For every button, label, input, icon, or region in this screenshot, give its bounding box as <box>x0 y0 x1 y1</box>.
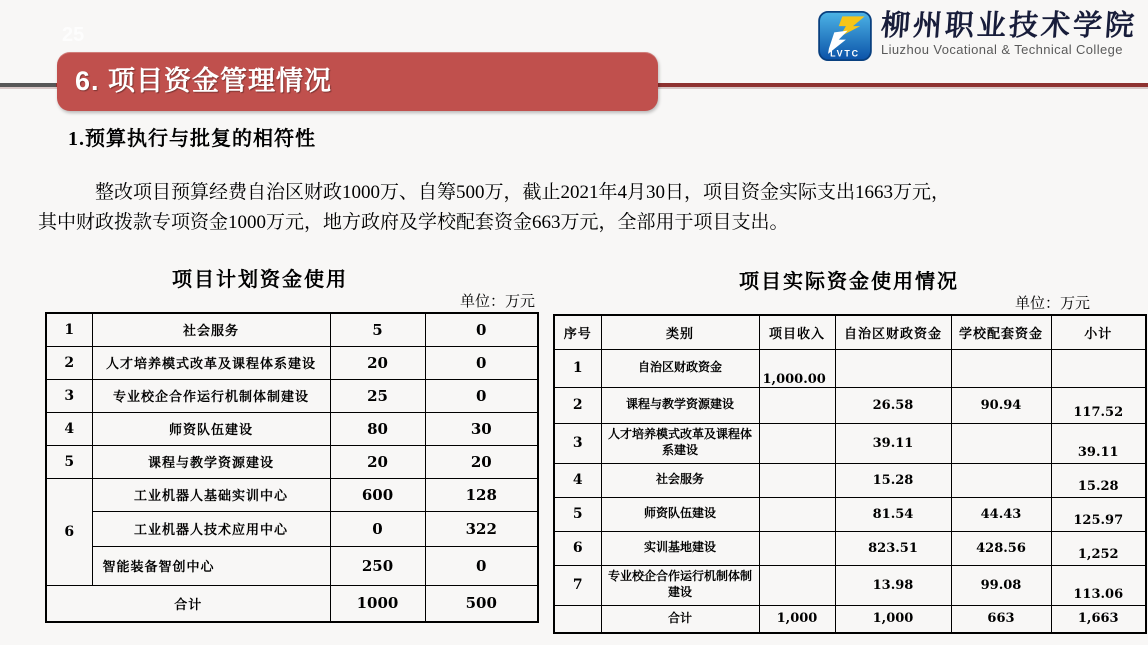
value-cell: 90.94 <box>951 387 1051 423</box>
row-number-cell: 5 <box>554 497 601 531</box>
table-row <box>554 497 1146 531</box>
value-cell: 128 <box>425 478 538 511</box>
value-cell: 0 <box>425 379 538 412</box>
value-cell: 113.06 <box>1051 565 1146 605</box>
value-cell: 81.54 <box>835 497 951 531</box>
value-cell: 1,252 <box>1051 531 1146 565</box>
row-number-cell: 1 <box>554 349 601 387</box>
category-cell: 专业校企合作运行机制体制建设 <box>601 565 759 605</box>
section-heading: 1.预算执行与批复的相符性 <box>68 128 316 150</box>
header-cell: 项目收入 <box>759 315 835 349</box>
value-cell: 322 <box>425 511 538 546</box>
value-cell: 44.43 <box>951 497 1051 531</box>
value-cell <box>951 349 1051 387</box>
value-cell: 663 <box>951 605 1051 633</box>
value-cell: 1000 <box>330 585 425 622</box>
total-row <box>554 605 1146 633</box>
value-cell: 1,663 <box>1051 605 1146 633</box>
category-cell: 社会服务 <box>601 463 759 497</box>
banner-title: 6. 项目资金管理情况 <box>75 66 333 96</box>
value-cell <box>759 531 835 565</box>
plan-table-unit: 单位：万元 <box>459 294 535 310</box>
value-cell: 39.11 <box>835 423 951 463</box>
row-number-cell: 2 <box>554 387 601 423</box>
actual-table-title: 项目实际资金使用情况 <box>739 271 959 293</box>
table-row <box>554 349 1146 387</box>
value-cell: 80 <box>330 412 425 445</box>
value-cell: 125.97 <box>1051 497 1146 531</box>
value-cell <box>835 349 951 387</box>
value-cell: 428.56 <box>951 531 1051 565</box>
value-cell: 0 <box>425 313 538 346</box>
section-banner <box>57 52 658 111</box>
college-logo <box>818 11 1137 61</box>
row-number-cell: 3 <box>554 423 601 463</box>
category-cell: 智能装备智创中心 <box>92 546 330 585</box>
row-number-cell: 6 <box>46 478 92 585</box>
category-cell: 工业机器人技术应用中心 <box>92 511 330 546</box>
page-number: 25 <box>62 24 85 46</box>
value-cell <box>1051 349 1146 387</box>
value-cell: 39.11 <box>1051 423 1146 463</box>
table-row <box>554 387 1146 423</box>
plan-table <box>45 312 539 623</box>
value-cell: 30 <box>425 412 538 445</box>
total-row <box>46 585 538 622</box>
value-cell: 99.08 <box>951 565 1051 605</box>
value-cell: 15.28 <box>835 463 951 497</box>
value-cell <box>951 463 1051 497</box>
table-row <box>554 565 1146 605</box>
college-name-en: Liuzhou Vocational & Technical College <box>881 42 1123 57</box>
row-number-cell: 2 <box>46 346 92 379</box>
table-row <box>554 423 1146 463</box>
row-number-cell: 5 <box>46 445 92 478</box>
value-cell <box>759 423 835 463</box>
category-cell: 课程与教学资源建设 <box>92 445 330 478</box>
value-cell <box>759 387 835 423</box>
row-number-cell: 6 <box>554 531 601 565</box>
table-row <box>46 511 538 546</box>
value-cell: 500 <box>425 585 538 622</box>
value-cell: 20 <box>425 445 538 478</box>
value-cell: 600 <box>330 478 425 511</box>
row-number-cell: 1 <box>46 313 92 346</box>
value-cell <box>759 497 835 531</box>
value-cell: 823.51 <box>835 531 951 565</box>
value-cell: 1,000 <box>759 605 835 633</box>
table-row <box>46 478 538 511</box>
value-cell: 26.58 <box>835 387 951 423</box>
row-number-cell: 3 <box>46 379 92 412</box>
plan-table-title: 项目计划资金使用 <box>172 269 348 291</box>
value-cell: 15.28 <box>1051 463 1146 497</box>
summary-paragraph <box>38 178 1146 238</box>
table-row <box>46 313 538 346</box>
row-number-cell: 4 <box>554 463 601 497</box>
table-row <box>554 531 1146 565</box>
value-cell: 1,000 <box>835 605 951 633</box>
value-cell: 0 <box>330 511 425 546</box>
value-cell: 5 <box>330 313 425 346</box>
logo-badge <box>818 11 872 61</box>
header-cell: 小计 <box>1051 315 1146 349</box>
row-number-cell: 4 <box>46 412 92 445</box>
category-cell: 师资队伍建设 <box>92 412 330 445</box>
total-label-cell: 合计 <box>46 585 330 622</box>
table-row <box>46 546 538 585</box>
category-cell: 人才培养模式改革及课程体系建设 <box>601 423 759 463</box>
category-cell: 社会服务 <box>92 313 330 346</box>
category-cell: 人才培养模式改革及课程体系建设 <box>92 346 330 379</box>
table-row <box>46 445 538 478</box>
logo-names <box>881 11 1137 57</box>
value-cell: 20 <box>330 346 425 379</box>
value-cell: 250 <box>330 546 425 585</box>
header-row <box>554 315 1146 349</box>
category-cell: 专业校企合作运行机制体制建设 <box>92 379 330 412</box>
header-cell: 自治区财政资金 <box>835 315 951 349</box>
category-cell: 课程与教学资源建设 <box>601 387 759 423</box>
row-number-cell: 7 <box>554 565 601 605</box>
value-cell: 117.52 <box>1051 387 1146 423</box>
value-cell: 0 <box>425 346 538 379</box>
category-cell: 工业机器人基础实训中心 <box>92 478 330 511</box>
actual-table-unit: 单位：万元 <box>1014 296 1090 312</box>
paragraph-line: 整改项目预算经费自治区财政1000万、自筹500万，截止2021年4月30日，项目资金实际支出1663万元， <box>95 182 951 203</box>
value-cell: 1,000.00 <box>759 349 835 387</box>
header-cell: 类别 <box>601 315 759 349</box>
table-row <box>46 379 538 412</box>
value-cell: 13.98 <box>835 565 951 605</box>
actual-table <box>553 314 1147 634</box>
header-cell: 序号 <box>554 315 601 349</box>
value-cell <box>951 423 1051 463</box>
header-cell: 学校配套资金 <box>951 315 1051 349</box>
value-cell <box>759 565 835 605</box>
table-row <box>46 346 538 379</box>
logo-abbr: LVTC <box>830 48 860 59</box>
total-label-cell: 合计 <box>601 605 759 633</box>
category-cell: 实训基地建设 <box>601 531 759 565</box>
category-cell: 师资队伍建设 <box>601 497 759 531</box>
value-cell: 25 <box>330 379 425 412</box>
value-cell: 0 <box>425 546 538 585</box>
table-row <box>554 463 1146 497</box>
value-cell <box>759 463 835 497</box>
table-row <box>46 412 538 445</box>
paragraph-line: 其中财政拨款专项资金1000万元，地方政府及学校配套资金663万元，全部用于项目支出。 <box>38 212 789 233</box>
row-number-cell <box>554 605 601 633</box>
category-cell: 自治区财政资金 <box>601 349 759 387</box>
value-cell: 20 <box>330 445 425 478</box>
college-name-cn: 柳州职业技术学院 <box>879 10 1139 42</box>
